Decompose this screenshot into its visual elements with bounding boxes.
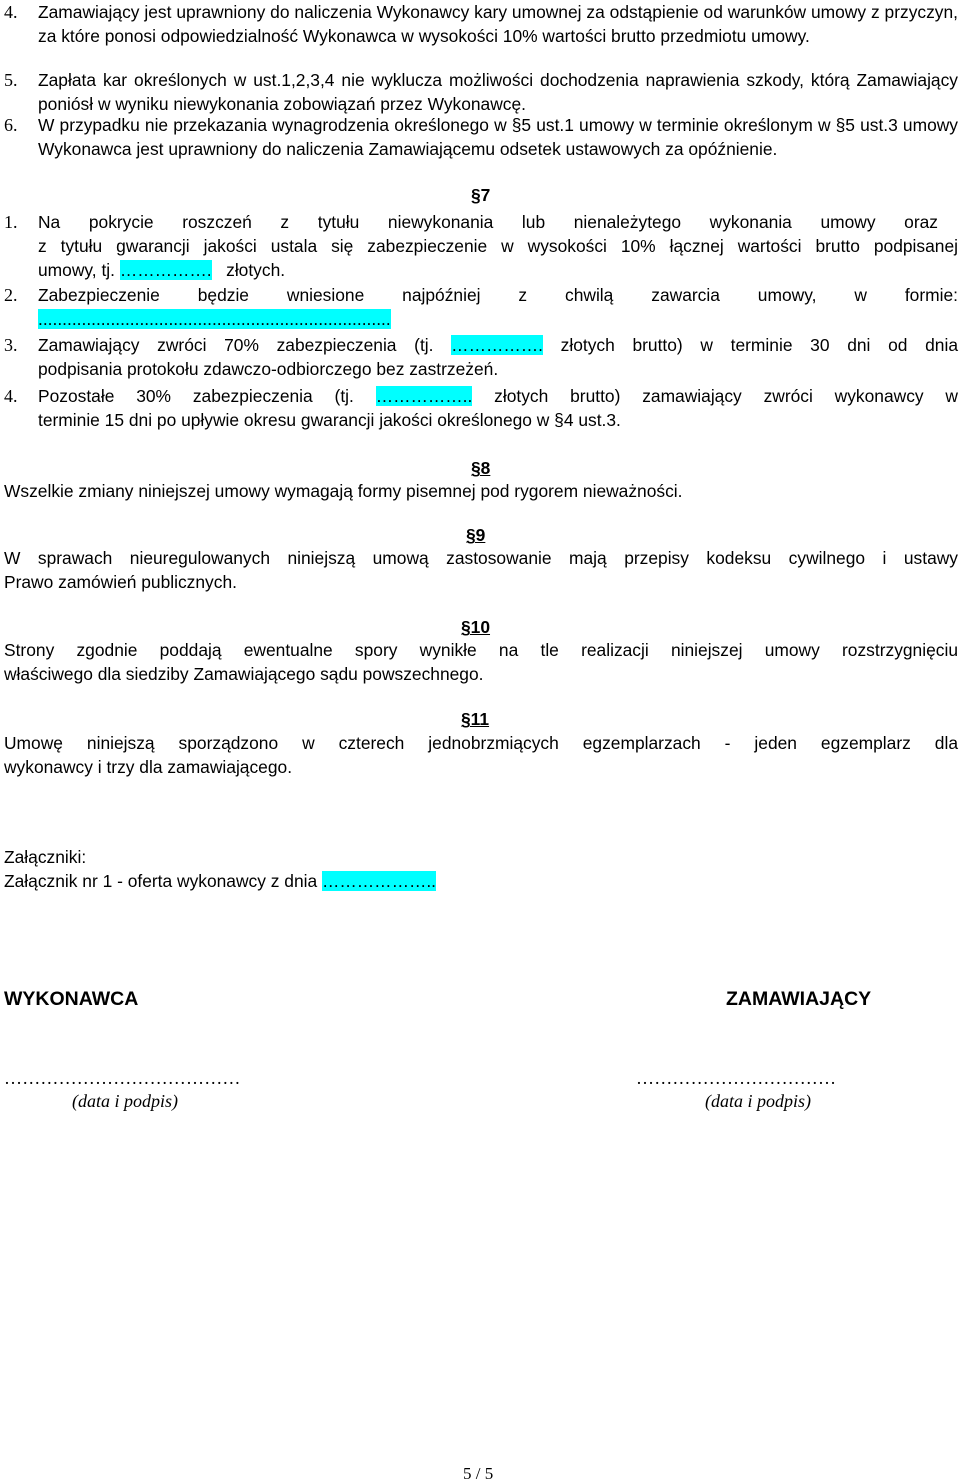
blank-amount-field[interactable]: …………….	[119, 260, 212, 280]
section-9-title: §9	[466, 525, 486, 545]
text: złotych brutto) zamawiający zwróci wykonawcy w	[472, 386, 958, 406]
blank-date-field[interactable]: ………………..	[322, 871, 437, 891]
clause-line: Na pokrycie roszczeń z tytułu niewykonania lub nienależytego wykonania umowy oraz	[38, 212, 938, 232]
clause-text: W przypadku nie przekazania wynagrodzenia określonego w §5 ust.1 umowy w terminie określonym w §5 ust.3 umowy Wykonawca jest uprawniony do naliczenia Zamawiającemu odsetek ustawowych za opóźnienie.	[38, 115, 958, 159]
section-8-title: §8	[471, 458, 491, 478]
text: Załącznik nr 1 - oferta wykonawcy z dnia	[4, 871, 322, 891]
clause-item-6	[0, 113, 958, 161]
clause-item-5	[0, 68, 958, 116]
clause-number: 2.	[4, 285, 18, 305]
clause-number: 1.	[4, 212, 18, 232]
client-signature-line: ……………………………	[636, 1068, 837, 1088]
client-signature-title: ZAMAWIAJĄCY	[726, 988, 872, 1010]
paragraph-line: Umowę niniejszą sporządzono w czterech jednobrzmiących egzemplarzach - jeden egzemplarz dla	[4, 733, 958, 753]
clause-line: podpisania protokołu zdawczo-odbiorczego bez zastrzeżeń.	[38, 359, 499, 379]
section-11-text	[4, 731, 958, 779]
clause-number: 3.	[4, 335, 18, 355]
contractor-signature-title: WYKONAWCA	[4, 988, 139, 1010]
section-10-title: §10	[461, 617, 491, 637]
blank-amount-field[interactable]: …………….	[451, 335, 543, 355]
section-7-title: §7	[471, 185, 491, 205]
clause-line	[38, 333, 958, 357]
clause-number: 4.	[4, 2, 18, 22]
paragraph-line: wykonawcy i trzy dla zamawiającego.	[4, 757, 293, 777]
clause-text: Zapłata kar określonych w ust.1,2,3,4 nie wyklucza możliwości dochodzenia naprawienia szkody, którą Zamawiający poniósł w wyniku niewykonania zobowiązań przez Wykonawcę.	[38, 70, 958, 114]
contractor-signature-caption: (data i podpis)	[72, 1091, 178, 1111]
section-8-text: Wszelkie zmiany niniejszej umowy wymagają formy pisemnej pod rygorem nieważności.	[4, 481, 683, 501]
clause-item-4	[0, 0, 958, 48]
section-10-text	[4, 638, 958, 686]
s7-item-3	[0, 333, 958, 381]
paragraph-line: właściwego dla siedziby Zamawiającego sądu powszechnego.	[4, 664, 484, 684]
blank-form-field[interactable]: .........................................................................	[38, 309, 391, 329]
client-signature-caption: (data i podpis)	[705, 1091, 811, 1111]
text: złotych brutto) w terminie 30 dni od dnia	[542, 335, 958, 355]
page-number: 5 / 5	[463, 1464, 494, 1483]
attachments-heading: Załączniki:	[4, 847, 87, 867]
s7-item-1	[0, 210, 958, 282]
clause-number: 4.	[4, 386, 18, 406]
attachment-item	[4, 869, 958, 893]
clause-number: 6.	[4, 115, 18, 135]
s7-item-2	[0, 283, 958, 331]
section-11-title: §11	[461, 709, 490, 729]
s7-item-4	[0, 384, 958, 432]
paragraph-line: W sprawach nieuregulowanych niniejszą umową zastosowanie mają przepisy kodeksu cywilnego i ustawy	[4, 548, 958, 568]
section-9-text	[4, 546, 958, 594]
text: umowy, tj.	[38, 260, 120, 280]
contractor-signature-line: …………………………………	[4, 1068, 241, 1088]
clause-text: Zamawiający jest uprawniony do naliczenia Wykonawcy kary umownej za odstąpienie od warunków umowy z przyczyn, za które ponosi odpowiedzialność Wykonawca w wysokości 10% wartości brutto przedmiotu umowy.	[38, 2, 958, 46]
text: Zamawiający zwróci 70% zabezpieczenia (tj.	[38, 335, 452, 355]
text: Pozostałe 30% zabezpieczenia (tj.	[38, 386, 376, 406]
paragraph-line: Strony zgodnie poddają ewentualne spory wynikłe na tle realizacji niniejszej umowy rozstrzygnięciu	[4, 640, 958, 660]
attachments-block	[4, 845, 958, 893]
blank-amount-field[interactable]: ……………..	[375, 386, 473, 406]
paragraph-line: Prawo zamówień publicznych.	[4, 572, 237, 592]
text: złotych.	[211, 260, 286, 280]
clause-line: terminie 15 dni po upływie okresu gwarancji jakości określonego w §4 ust.3.	[38, 410, 621, 430]
clause-line	[38, 384, 958, 408]
clause-line: z tytułu gwarancji jakości ustala się zabezpieczenie w wysokości 10% łącznej wartości brutto podpisanej	[38, 236, 958, 256]
clause-line: Zabezpieczenie będzie wniesione najpóźniej z chwilą zawarcia umowy, w formie:	[38, 285, 958, 305]
clause-number: 5.	[4, 70, 18, 90]
clause-line	[38, 258, 958, 282]
